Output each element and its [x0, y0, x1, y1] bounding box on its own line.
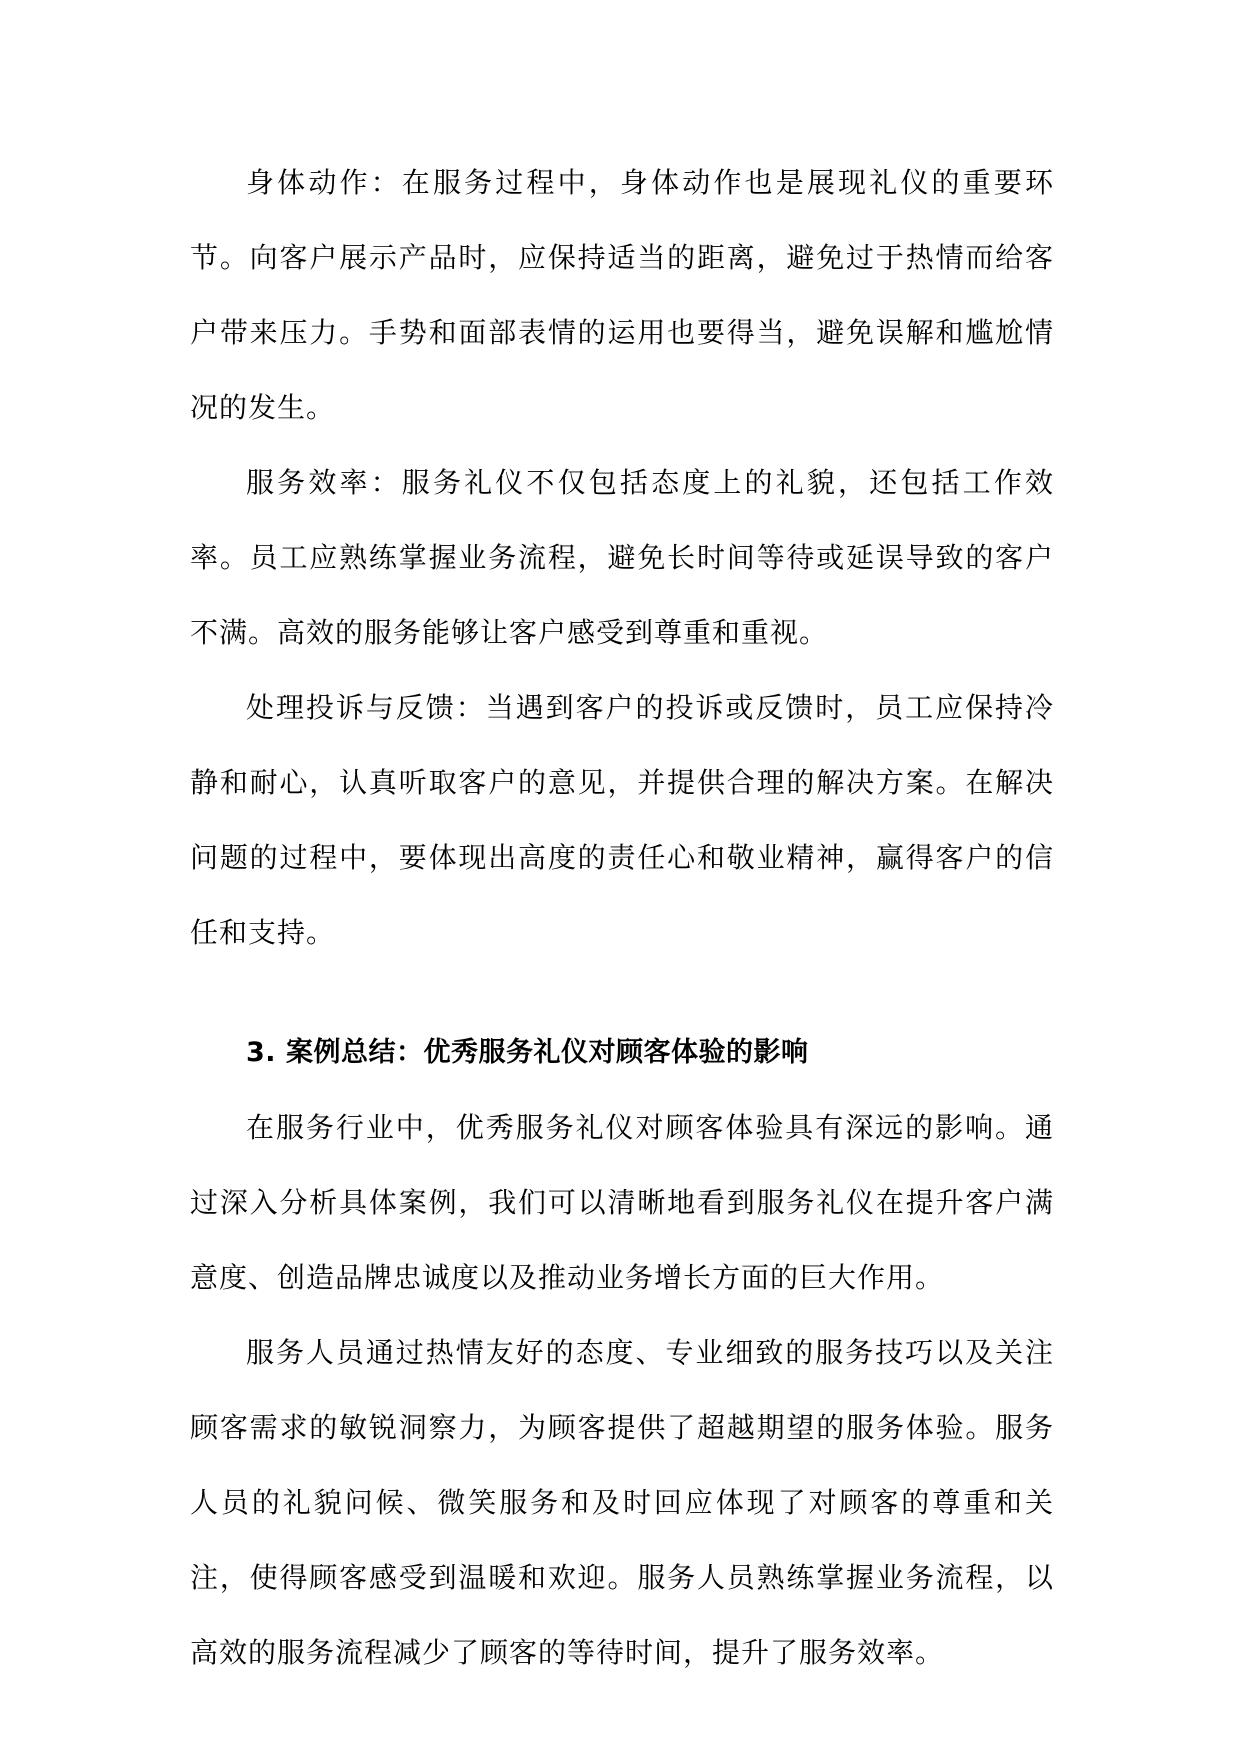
section-heading: 3. 案例总结：优秀服务礼仪对顾客体验的影响	[246, 1037, 809, 1068]
paragraph-body-movements: 身体动作：在服务过程中，身体动作也是展现礼仪的重要环节。向客户展示产品时，应保持适当的距离，避免过于热情而给客户带来压力。手势和面部表情的运用也要得当，避免误解和尴尬情况的发生。	[190, 166, 1054, 424]
paragraph-summary-staff: 服务人员通过热情友好的态度、专业细致的服务技巧以及关注顾客需求的敏锐洞察力，为顾客提供了超越期望的服务体验。服务人员的礼貌问候、微笑服务和及时回应体现了对顾客的尊重和关注，使得顾客感受到温暖和欢迎。服务人员熟练掌握业务流程，以高效的服务流程减少了顾客的等待时间，提升了服务效率。	[190, 1336, 1054, 1669]
paragraph-complaint-handling: 处理投诉与反馈：当遇到客户的投诉或反馈时，员工应保持冷静和耐心，认真听取客户的意见，并提供合理的解决方案。在解决问题的过程中，要体现出高度的责任心和敬业精神，赢得客户的信任和支持。	[190, 691, 1054, 949]
paragraph-service-efficiency: 服务效率：服务礼仪不仅包括态度上的礼貌，还包括工作效率。员工应熟练掌握业务流程，避免长时间等待或延误导致的客户不满。高效的服务能够让客户感受到尊重和重视。	[190, 466, 1054, 649]
paragraph-summary-intro: 在服务行业中，优秀服务礼仪对顾客体验具有深远的影响。通过深入分析具体案例，我们可以清晰地看到服务礼仪在提升客户满意度、创造品牌忠诚度以及推动业务增长方面的巨大作用。	[190, 1111, 1054, 1294]
document-body	[190, 145, 1054, 1690]
